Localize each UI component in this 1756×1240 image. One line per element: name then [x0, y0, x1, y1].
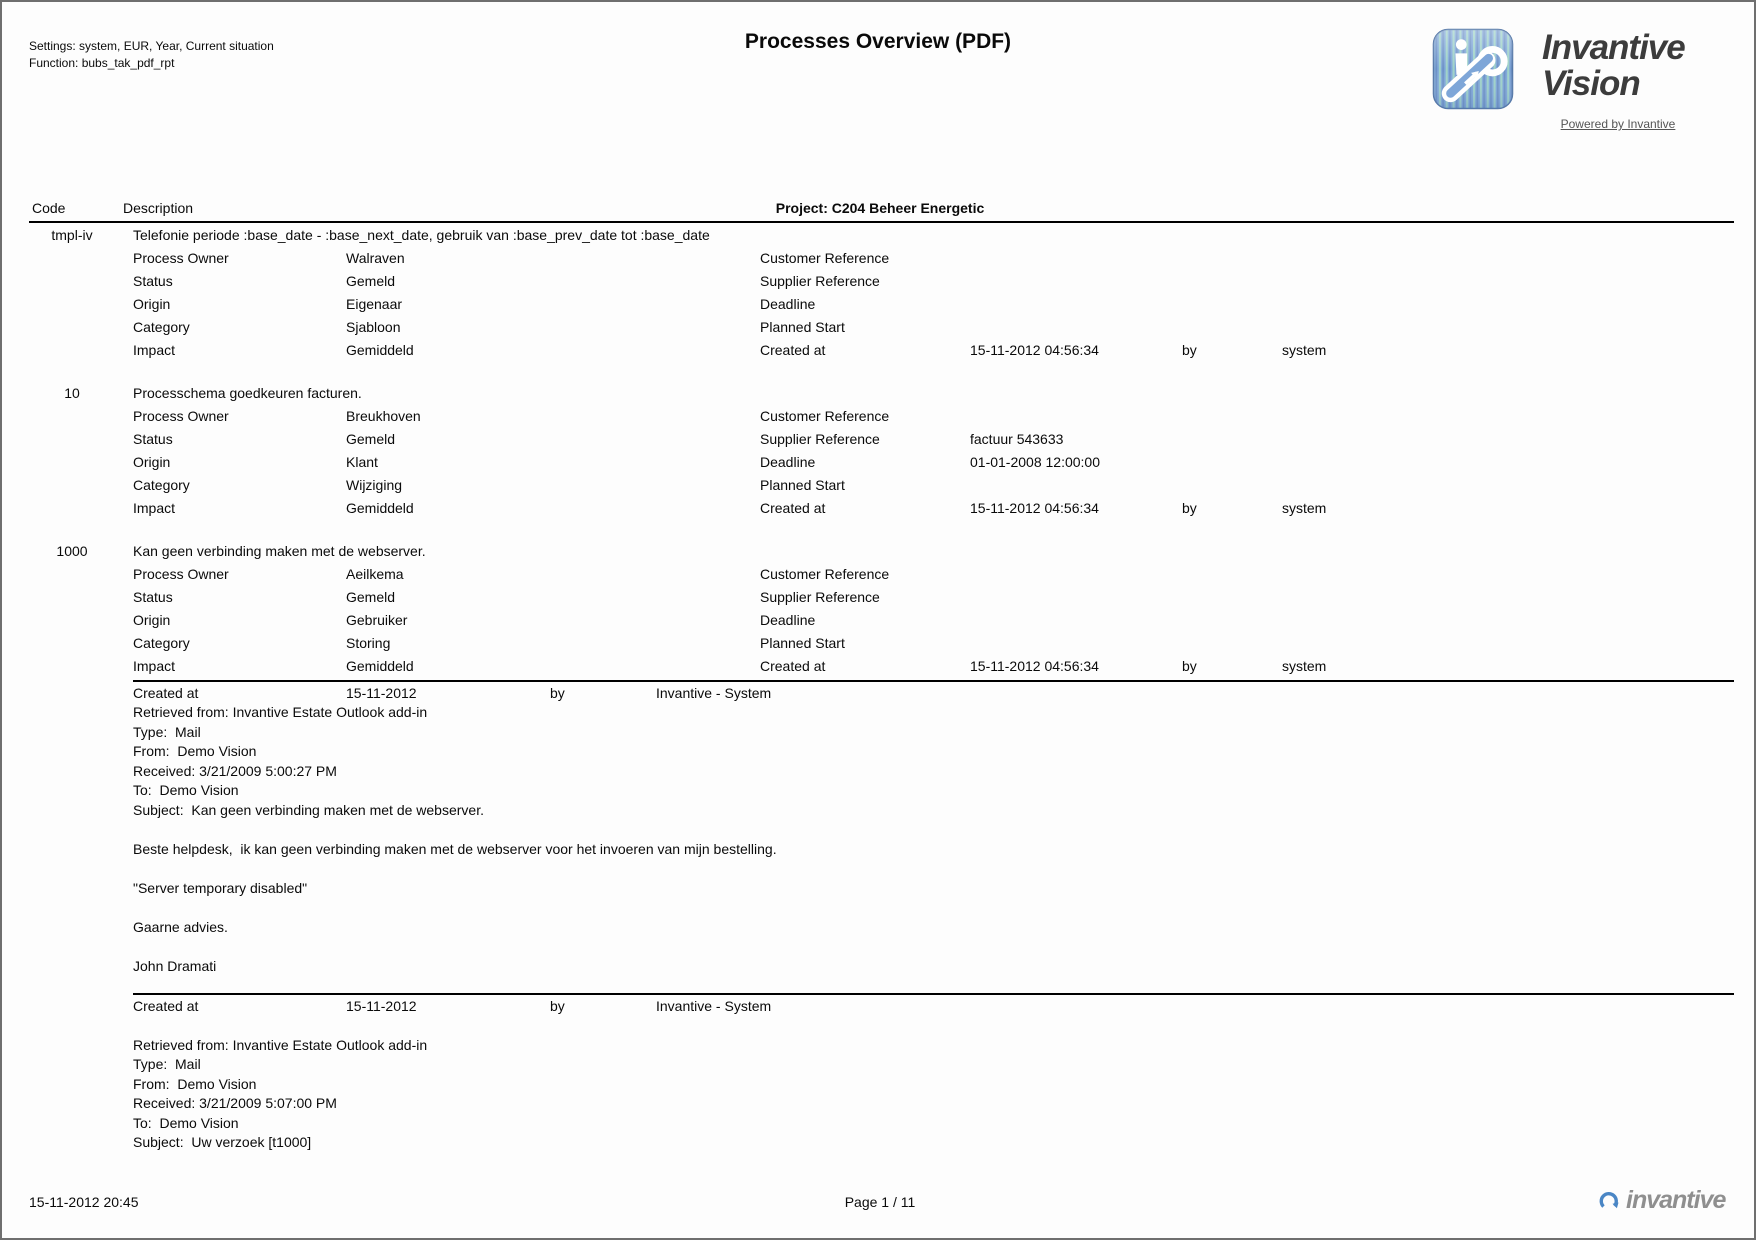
field-label: Origin — [133, 296, 171, 312]
field-label: Process Owner — [133, 250, 229, 266]
note-line: To: Demo Vision — [133, 782, 239, 798]
created-at-date: 15-11-2012 — [346, 998, 417, 1014]
field-value: factuur 543633 — [970, 431, 1064, 447]
field-label: Supplier Reference — [760, 431, 880, 447]
footer-page-number: Page 1 / 11 — [844, 1194, 916, 1210]
entry-code: 1000 — [56, 543, 88, 559]
entry-field-row — [2, 316, 1754, 339]
entry-field-row — [2, 632, 1754, 655]
field-label: Status — [133, 589, 173, 605]
field-value: 15-11-2012 04:56:34 — [970, 500, 1099, 516]
created-at-label: Created at — [133, 998, 199, 1014]
entry-description-row — [2, 540, 1754, 563]
entry-field-row — [2, 497, 1754, 520]
by-label: by — [1182, 658, 1197, 674]
note-created-row — [2, 997, 1754, 1016]
note-line: Type: Mail — [133, 1056, 201, 1072]
field-label: Status — [133, 431, 173, 447]
field-label: Category — [133, 477, 190, 493]
header-rule — [29, 221, 1734, 223]
note-line: Received: 3/21/2009 5:00:27 PM — [133, 762, 337, 779]
field-label: Customer Reference — [760, 408, 890, 424]
note-block — [2, 997, 1754, 1153]
escalator-person-icon — [1432, 28, 1514, 110]
entry-field-row — [2, 563, 1754, 586]
note-line: Subject: Kan geen verbinding maken met de webserver. — [133, 801, 484, 818]
by-value: system — [1282, 500, 1327, 516]
field-label: Created at — [760, 500, 826, 516]
process-entries — [2, 224, 1754, 698]
note-line: Received: 3/21/2009 5:07:00 PM — [133, 1095, 337, 1111]
process-entry — [2, 382, 1754, 520]
field-label: Supplier Reference — [760, 589, 880, 605]
page-title: Processes Overview (PDF) — [744, 30, 1012, 53]
field-value: 15-11-2012 04:56:34 — [970, 342, 1099, 358]
field-value: 01-01-2008 12:00:00 — [970, 454, 1100, 470]
entry-field-row — [2, 586, 1754, 609]
note-line: "Server temporary disabled" — [133, 879, 308, 896]
brand-wordmark — [1542, 30, 1742, 102]
entry-description: Processchema goedkeuren facturen. — [133, 385, 362, 401]
field-value: 15-11-2012 04:56:34 — [970, 658, 1099, 674]
by-value: system — [1282, 658, 1327, 674]
entry-field-row — [2, 609, 1754, 632]
field-value: Klant — [346, 454, 378, 470]
field-label: Origin — [133, 612, 171, 628]
refresh-arrow-icon — [1598, 1190, 1620, 1212]
field-value: Eigenaar — [346, 296, 403, 312]
created-at-label: Created at — [133, 685, 199, 701]
field-label: Process Owner — [133, 566, 229, 582]
field-value: Gemiddeld — [346, 342, 414, 358]
note-line: Subject: Uw verzoek [t1000] — [133, 1134, 312, 1150]
by-value: system — [1282, 342, 1327, 358]
created-by-name: Invantive - System — [656, 685, 772, 701]
entry-code: tmpl-iv — [51, 227, 93, 243]
column-header-description: Description — [123, 200, 194, 216]
note-line: To: Demo Vision — [133, 1114, 239, 1131]
field-value: Sjabloon — [346, 319, 401, 335]
note-line: Retrieved from: Invantive Estate Outlook add-in — [133, 704, 428, 720]
project-header: Project: C204 Beheer Energetic — [775, 200, 985, 216]
field-label: Customer Reference — [760, 566, 890, 582]
field-label: Process Owner — [133, 408, 229, 424]
field-label: Planned Start — [760, 635, 845, 651]
field-value: Gemeld — [346, 589, 396, 605]
field-value: Aeilkema — [346, 566, 404, 582]
field-value: Storing — [346, 635, 391, 651]
note-line — [133, 898, 1754, 918]
table-header — [2, 200, 1754, 220]
note-line: Gaarne advies. — [133, 918, 228, 935]
field-value: Breukhoven — [346, 408, 421, 424]
entry-field-row — [2, 655, 1754, 678]
brand-line-2: Vision — [1542, 64, 1640, 103]
field-label: Origin — [133, 454, 171, 470]
powered-by-link[interactable]: Powered by Invantive — [1560, 117, 1676, 131]
brand-line-1: Invantive — [1542, 28, 1685, 67]
note-line — [133, 859, 1754, 879]
field-label: Category — [133, 319, 190, 335]
note-block — [2, 684, 1754, 976]
field-label: Planned Start — [760, 319, 845, 335]
by-label: by — [1182, 500, 1197, 516]
footer-brand-wordmark: invantive — [1626, 1186, 1726, 1214]
column-header-code: Code — [32, 200, 66, 216]
note-line: From: Demo Vision — [133, 1075, 257, 1092]
entry-field-row — [2, 428, 1754, 451]
entry-description-row — [2, 224, 1754, 247]
field-label: Deadline — [760, 296, 816, 312]
entry-field-row — [2, 451, 1754, 474]
note-created-row — [2, 684, 1754, 703]
field-value: Gemiddeld — [346, 500, 414, 516]
field-label: Deadline — [760, 612, 816, 628]
field-label: Created at — [760, 658, 826, 674]
field-label: Status — [133, 273, 173, 289]
created-by-name: Invantive - System — [656, 998, 772, 1014]
entry-field-row — [2, 405, 1754, 428]
entry-description: Telefonie periode :base_date - :base_next_date, gebruik van :base_prev_date tot :base_date — [133, 227, 710, 243]
note-line — [133, 1016, 1754, 1036]
entry-field-row — [2, 270, 1754, 293]
entry-field-row — [2, 293, 1754, 316]
process-entry — [2, 540, 1754, 678]
settings-line: Settings: system, EUR, Year, Current situation — [29, 39, 274, 53]
function-line: Function: bubs_tak_pdf_rpt — [29, 56, 175, 70]
field-value: Gemiddeld — [346, 658, 414, 674]
field-value: Walraven — [346, 250, 405, 266]
by-label: by — [1182, 342, 1197, 358]
note-line: From: Demo Vision — [133, 743, 257, 759]
field-label: Deadline — [760, 454, 816, 470]
created-at-date: 15-11-2012 — [346, 685, 417, 701]
field-label: Supplier Reference — [760, 273, 880, 289]
by-label: by — [550, 998, 565, 1014]
entry-description: Kan geen verbinding maken met de webserver. — [133, 543, 426, 559]
note-separator-rule — [133, 680, 1734, 682]
process-entry — [2, 224, 1754, 362]
field-label: Impact — [133, 342, 176, 358]
footer-datetime: 15-11-2012 20:45 — [29, 1194, 139, 1210]
note-line: Retrieved from: Invantive Estate Outlook add-in — [133, 1036, 428, 1053]
field-value: Wijziging — [346, 477, 403, 493]
entry-code: 10 — [64, 385, 80, 401]
entry-field-row — [2, 474, 1754, 497]
entry-field-row — [2, 247, 1754, 270]
entry-description-row — [2, 382, 1754, 405]
field-label: Customer Reference — [760, 250, 890, 266]
note-line: John Dramati — [133, 957, 217, 974]
entry-field-row — [2, 339, 1754, 362]
footer-brand — [1598, 1186, 1725, 1215]
note-line — [133, 820, 1754, 840]
note-line — [133, 937, 1754, 957]
field-label: Category — [133, 635, 190, 651]
note-line: Beste helpdesk, ik kan geen verbinding maken met de webserver voor het invoeren van mijn bestelling. — [133, 840, 777, 857]
field-value: Gebruiker — [346, 612, 408, 628]
field-label: Planned Start — [760, 477, 845, 493]
by-label: by — [550, 685, 565, 701]
field-label: Impact — [133, 658, 176, 674]
note-separator-rule — [133, 993, 1734, 995]
field-label: Impact — [133, 500, 176, 516]
note-line: Type: Mail — [133, 723, 201, 740]
field-label: Created at — [760, 342, 826, 358]
field-value: Gemeld — [346, 273, 396, 289]
field-value: Gemeld — [346, 431, 396, 447]
